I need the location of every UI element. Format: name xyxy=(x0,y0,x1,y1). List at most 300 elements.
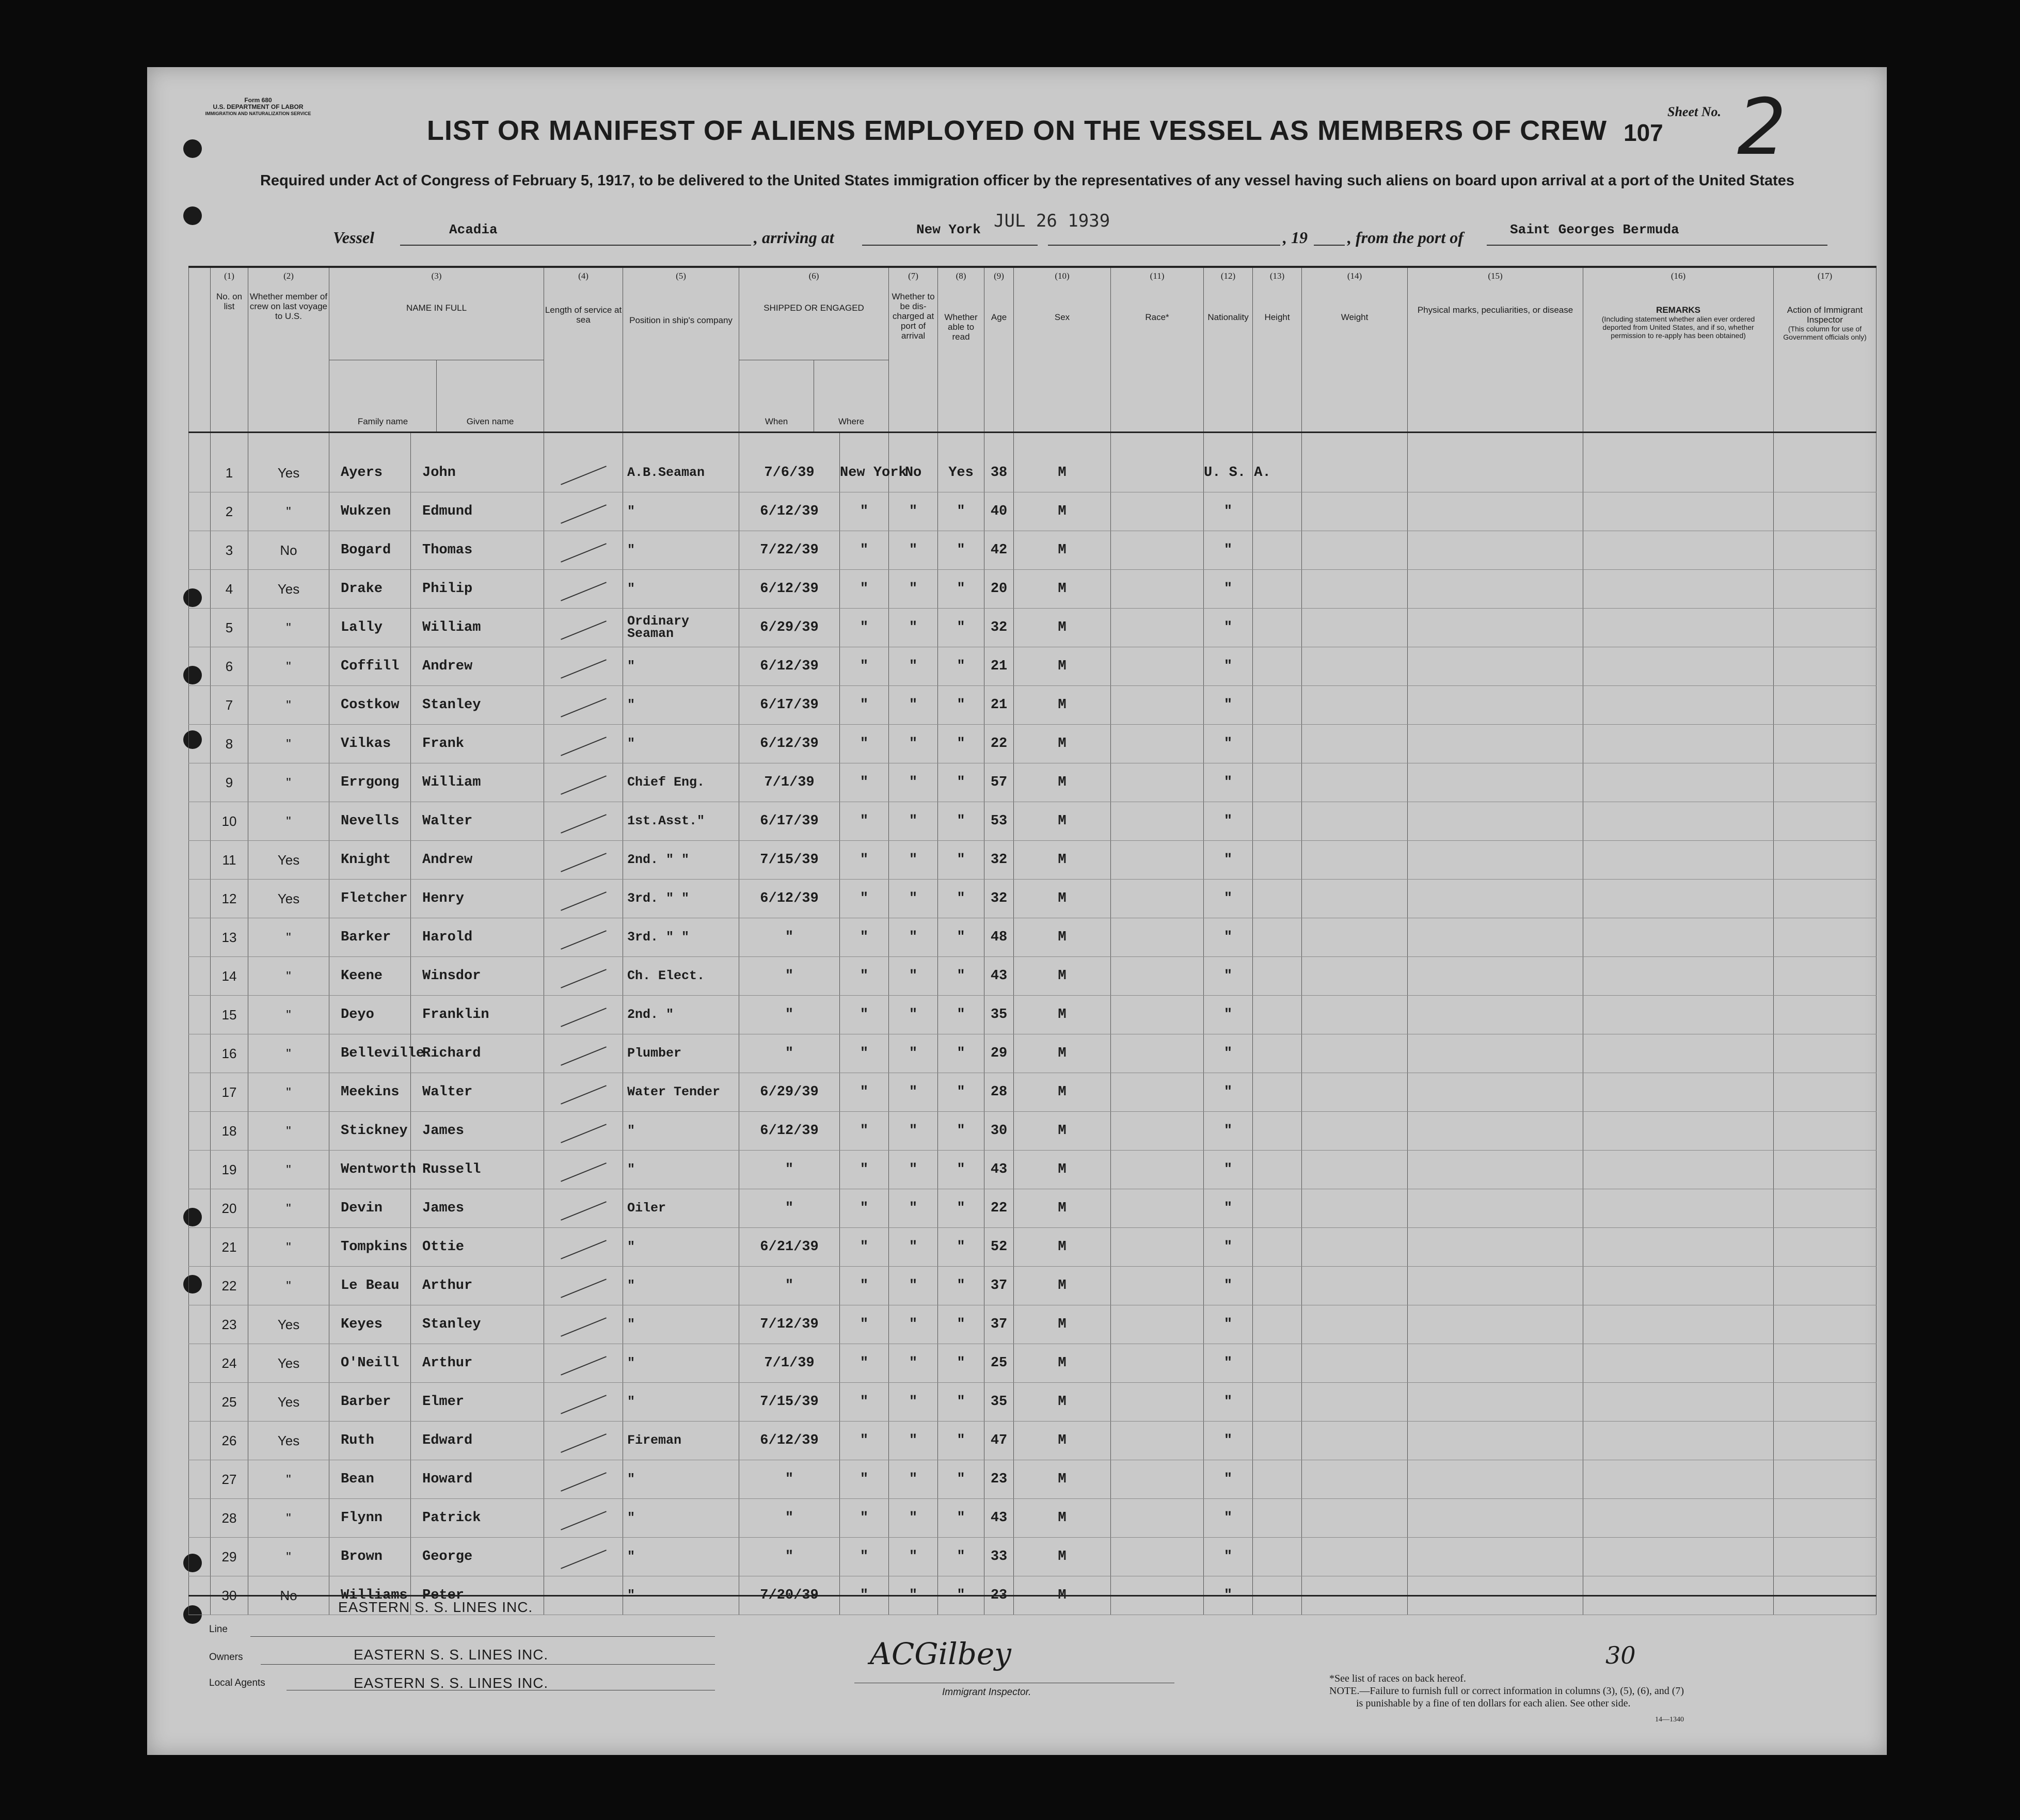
sex: M xyxy=(1014,570,1111,609)
family-name: Costkow xyxy=(329,686,411,725)
row-number: 14 xyxy=(211,957,248,996)
age: 35 xyxy=(984,1383,1014,1422)
family-name: Williams xyxy=(329,1576,411,1615)
age: 32 xyxy=(984,609,1014,647)
length-service-mark xyxy=(544,570,623,609)
col-num: (16) xyxy=(1583,267,1774,284)
inspector-action xyxy=(1774,763,1876,802)
physical-marks xyxy=(1408,647,1583,686)
engaged-where: " xyxy=(840,996,889,1034)
header-read: Whether able to read xyxy=(938,284,984,433)
weight xyxy=(1302,1151,1408,1189)
race xyxy=(1111,647,1204,686)
age: 57 xyxy=(984,763,1014,802)
to-be-discharged: " xyxy=(889,763,938,802)
inspector-action xyxy=(1774,1267,1876,1305)
engaged-where: " xyxy=(840,1383,889,1422)
age: 35 xyxy=(984,996,1014,1034)
inspector-action xyxy=(1774,802,1876,841)
length-service-mark xyxy=(544,725,623,763)
engaged-where: " xyxy=(840,802,889,841)
when-header: When xyxy=(765,417,788,426)
remarks xyxy=(1583,433,1774,492)
to-be-discharged: " xyxy=(889,492,938,531)
given-name: Andrew xyxy=(411,841,544,880)
physical-marks xyxy=(1408,918,1583,957)
physical-marks xyxy=(1408,686,1583,725)
able-to-read: " xyxy=(938,1034,984,1073)
able-to-read: " xyxy=(938,1112,984,1151)
remarks xyxy=(1583,570,1774,609)
row-number: 16 xyxy=(211,1034,248,1073)
physical-marks xyxy=(1408,1499,1583,1538)
inspector-action xyxy=(1774,918,1876,957)
department: U.S. DEPARTMENT OF LABOR xyxy=(213,103,304,110)
action-title: Action of Immigrant Inspector xyxy=(1787,305,1863,325)
family-name: Nevells xyxy=(329,802,411,841)
inspector-action xyxy=(1774,1228,1876,1267)
age: 25 xyxy=(984,1344,1014,1383)
engaged-when: " xyxy=(739,957,840,996)
to-be-discharged: " xyxy=(889,1151,938,1189)
check-mark xyxy=(561,1008,607,1027)
weight xyxy=(1302,1538,1408,1576)
table-row xyxy=(189,880,1876,918)
height xyxy=(1253,841,1302,880)
weight xyxy=(1302,957,1408,996)
engaged-when: 6/17/39 xyxy=(739,686,840,725)
family-name: Brown xyxy=(329,1538,411,1576)
vessel-underline xyxy=(400,245,751,246)
remarks xyxy=(1583,957,1774,996)
nationality: " xyxy=(1204,1189,1253,1228)
physical-marks xyxy=(1408,802,1583,841)
height xyxy=(1253,1151,1302,1189)
family-name: O'Neill xyxy=(329,1344,411,1383)
race xyxy=(1111,1460,1204,1499)
engaged-where: " xyxy=(840,1499,889,1538)
check-mark xyxy=(561,466,607,485)
engaged-when: " xyxy=(739,996,840,1034)
engaged-when: 6/12/39 xyxy=(739,1112,840,1151)
nationality: " xyxy=(1204,880,1253,918)
position: Chief Eng. xyxy=(623,763,739,802)
position: " xyxy=(623,647,739,686)
inspector-action xyxy=(1774,1538,1876,1576)
engaged-when: 6/12/39 xyxy=(739,725,840,763)
length-service-mark xyxy=(544,1383,623,1422)
to-be-discharged: " xyxy=(889,1034,938,1073)
family-name: Le Beau xyxy=(329,1267,411,1305)
physical-marks xyxy=(1408,1267,1583,1305)
family-name: Wukzen xyxy=(329,492,411,531)
weight xyxy=(1302,996,1408,1034)
able-to-read: " xyxy=(938,1073,984,1112)
position: 3rd. " " xyxy=(623,918,739,957)
age: 43 xyxy=(984,1499,1014,1538)
check-mark xyxy=(561,582,607,601)
position: " xyxy=(623,686,739,725)
family-name: Knight xyxy=(329,841,411,880)
length-service-mark xyxy=(544,763,623,802)
age: 22 xyxy=(984,725,1014,763)
given-name: William xyxy=(411,763,544,802)
height xyxy=(1253,1422,1302,1460)
table-row xyxy=(189,1034,1876,1073)
table-row xyxy=(189,1189,1876,1228)
title-number: 107 xyxy=(1624,119,1663,146)
given-name: Arthur xyxy=(411,1267,544,1305)
to-be-discharged: " xyxy=(889,996,938,1034)
physical-marks xyxy=(1408,1538,1583,1576)
inspector-action xyxy=(1774,1073,1876,1112)
to-be-discharged: " xyxy=(889,880,938,918)
position: Ordinary Seaman xyxy=(623,609,739,647)
col-num: (11) xyxy=(1111,267,1204,284)
header-age: Age xyxy=(984,284,1014,433)
position: Ch. Elect. xyxy=(623,957,739,996)
length-service-mark xyxy=(544,1305,623,1344)
height xyxy=(1253,996,1302,1034)
col-num: (13) xyxy=(1253,267,1302,284)
previous-voyage: Yes xyxy=(248,433,329,492)
length-service-mark xyxy=(544,802,623,841)
position: " xyxy=(623,1538,739,1576)
previous-voyage: " xyxy=(248,1538,329,1576)
able-to-read: " xyxy=(938,957,984,996)
race xyxy=(1111,763,1204,802)
length-service-mark xyxy=(544,1112,623,1151)
sex: M xyxy=(1014,609,1111,647)
nationality: " xyxy=(1204,609,1253,647)
col-num: (17) xyxy=(1774,267,1876,284)
check-mark xyxy=(561,1550,607,1569)
engaged-when: " xyxy=(739,918,840,957)
age: 33 xyxy=(984,1538,1014,1576)
to-be-discharged: " xyxy=(889,1460,938,1499)
to-be-discharged: " xyxy=(889,1499,938,1538)
given-name-header: Given name xyxy=(436,360,544,432)
family-name: Deyo xyxy=(329,996,411,1034)
row-number: 26 xyxy=(211,1422,248,1460)
weight xyxy=(1302,1383,1408,1422)
sex: M xyxy=(1014,880,1111,918)
check-mark xyxy=(561,1472,607,1491)
given-name: Walter xyxy=(411,802,544,841)
nationality: " xyxy=(1204,1267,1253,1305)
family-name: Lally xyxy=(329,609,411,647)
able-to-read: " xyxy=(938,531,984,570)
given-name: Russell xyxy=(411,1151,544,1189)
engaged-where: " xyxy=(840,492,889,531)
inspector-action xyxy=(1774,725,1876,763)
inspector-signature: ACGilbey xyxy=(870,1636,1011,1671)
inspector-action xyxy=(1774,996,1876,1034)
family-name: Barber xyxy=(329,1383,411,1422)
physical-marks xyxy=(1408,1344,1583,1383)
age: 22 xyxy=(984,1189,1014,1228)
sex: M xyxy=(1014,1499,1111,1538)
able-to-read: " xyxy=(938,763,984,802)
check-mark xyxy=(561,969,607,988)
sex: M xyxy=(1014,1228,1111,1267)
height xyxy=(1253,609,1302,647)
to-be-discharged: " xyxy=(889,531,938,570)
weight xyxy=(1302,1422,1408,1460)
nationality: " xyxy=(1204,1460,1253,1499)
engaged-where: " xyxy=(840,609,889,647)
previous-voyage: " xyxy=(248,1267,329,1305)
race xyxy=(1111,996,1204,1034)
height xyxy=(1253,725,1302,763)
sex: M xyxy=(1014,996,1111,1034)
family-name: Vilkas xyxy=(329,725,411,763)
remarks xyxy=(1583,763,1774,802)
family-name: Drake xyxy=(329,570,411,609)
table-row xyxy=(189,1112,1876,1151)
remarks xyxy=(1583,1034,1774,1073)
to-be-discharged: " xyxy=(889,1073,938,1112)
weight xyxy=(1302,433,1408,492)
remarks xyxy=(1583,1073,1774,1112)
sex: M xyxy=(1014,1034,1111,1073)
check-mark xyxy=(561,1201,607,1220)
nationality: " xyxy=(1204,531,1253,570)
sex: M xyxy=(1014,1383,1111,1422)
position: " xyxy=(623,531,739,570)
given-name: Elmer xyxy=(411,1383,544,1422)
engaged-where: " xyxy=(840,1228,889,1267)
sex: M xyxy=(1014,647,1111,686)
inspector-action xyxy=(1774,1189,1876,1228)
check-mark xyxy=(561,1085,607,1104)
shipped-engaged: SHIPPED OR ENGAGED xyxy=(739,284,888,360)
table-row xyxy=(189,725,1876,763)
line-stamp: EASTERN S. S. LINES INC. xyxy=(338,1599,533,1615)
engaged-where: " xyxy=(840,957,889,996)
table-row xyxy=(189,996,1876,1034)
row-number: 30 xyxy=(211,1576,248,1615)
sex: M xyxy=(1014,1344,1111,1383)
inspector-action xyxy=(1774,433,1876,492)
position: " xyxy=(623,492,739,531)
able-to-read: " xyxy=(938,1576,984,1615)
height xyxy=(1253,1228,1302,1267)
arriving-label: , arriving at xyxy=(754,228,834,247)
date-underline xyxy=(1048,245,1280,246)
from-port: Saint Georges Bermuda xyxy=(1510,222,1679,237)
engaged-when: " xyxy=(739,1189,840,1228)
physical-marks xyxy=(1408,1034,1583,1073)
able-to-read: " xyxy=(938,802,984,841)
able-to-read: " xyxy=(938,1344,984,1383)
age: 37 xyxy=(984,1267,1014,1305)
nationality: " xyxy=(1204,1151,1253,1189)
inspector-label: Immigrant Inspector. xyxy=(942,1687,1031,1698)
previous-voyage: " xyxy=(248,802,329,841)
row-number: 1 xyxy=(211,433,248,492)
weight xyxy=(1302,1305,1408,1344)
column-headers xyxy=(189,284,1876,433)
able-to-read: " xyxy=(938,1228,984,1267)
remarks xyxy=(1583,1499,1774,1538)
age: 21 xyxy=(984,647,1014,686)
weight xyxy=(1302,531,1408,570)
col-num: (4) xyxy=(544,267,623,284)
col-num: (9) xyxy=(984,267,1014,284)
given-name: Patrick xyxy=(411,1499,544,1538)
sex: M xyxy=(1014,1422,1111,1460)
engaged-when: 6/29/39 xyxy=(739,1073,840,1112)
weight xyxy=(1302,763,1408,802)
header-race: Race* xyxy=(1111,284,1204,433)
check-mark xyxy=(561,659,607,678)
engaged-when: " xyxy=(739,1267,840,1305)
owners-label: Owners xyxy=(209,1652,243,1663)
physical-marks xyxy=(1408,957,1583,996)
check-mark xyxy=(561,1511,607,1530)
previous-voyage: No xyxy=(248,1576,329,1615)
engaged-where: " xyxy=(840,1576,889,1615)
age: 43 xyxy=(984,957,1014,996)
form-number: Form 680 xyxy=(244,97,272,104)
nationality: " xyxy=(1204,918,1253,957)
remarks xyxy=(1583,1383,1774,1422)
able-to-read: " xyxy=(938,996,984,1034)
age: 38 xyxy=(984,433,1014,492)
header-length: Length of service at sea xyxy=(544,284,623,433)
sex: M xyxy=(1014,433,1111,492)
row-number: 6 xyxy=(211,647,248,686)
age: 32 xyxy=(984,841,1014,880)
position: 3rd. " " xyxy=(623,880,739,918)
remarks xyxy=(1583,996,1774,1034)
manifest-sheet xyxy=(147,67,1887,1755)
sex: M xyxy=(1014,1460,1111,1499)
col-num: (3) xyxy=(329,267,544,284)
race xyxy=(1111,531,1204,570)
given-name: Edmund xyxy=(411,492,544,531)
to-be-discharged: " xyxy=(889,957,938,996)
sex: M xyxy=(1014,1305,1111,1344)
given-name: Harold xyxy=(411,918,544,957)
nationality: " xyxy=(1204,570,1253,609)
sex: M xyxy=(1014,763,1111,802)
length-service-mark xyxy=(544,1151,623,1189)
weight xyxy=(1302,609,1408,647)
weight xyxy=(1302,802,1408,841)
remarks xyxy=(1583,531,1774,570)
check-mark xyxy=(561,1395,607,1414)
nationality: " xyxy=(1204,841,1253,880)
height xyxy=(1253,1267,1302,1305)
engaged-when: " xyxy=(739,1538,840,1576)
previous-voyage: Yes xyxy=(248,1305,329,1344)
nationality: " xyxy=(1204,1344,1253,1383)
race xyxy=(1111,492,1204,531)
height xyxy=(1253,802,1302,841)
age: 29 xyxy=(984,1034,1014,1073)
able-to-read: " xyxy=(938,918,984,957)
previous-voyage: " xyxy=(248,1460,329,1499)
physical-marks xyxy=(1408,609,1583,647)
inspector-action xyxy=(1774,609,1876,647)
position: " xyxy=(623,1267,739,1305)
check-mark xyxy=(561,1240,607,1259)
inspector-action xyxy=(1774,880,1876,918)
to-be-discharged: " xyxy=(889,1538,938,1576)
position: " xyxy=(623,1383,739,1422)
col-num: (15) xyxy=(1408,267,1583,284)
table-row xyxy=(189,1267,1876,1305)
arriving-underline xyxy=(862,245,1038,246)
physical-marks xyxy=(1408,1073,1583,1112)
inspector-action xyxy=(1774,1034,1876,1073)
previous-voyage: " xyxy=(248,609,329,647)
to-be-discharged: " xyxy=(889,802,938,841)
race xyxy=(1111,1305,1204,1344)
previous-voyage: " xyxy=(248,918,329,957)
engaged-where: " xyxy=(840,763,889,802)
arrival-date-stamp: JUL 26 1939 xyxy=(994,211,1110,231)
nationality: " xyxy=(1204,1383,1253,1422)
family-name: Stickney xyxy=(329,1112,411,1151)
race xyxy=(1111,1189,1204,1228)
row-number: 2 xyxy=(211,492,248,531)
position: " xyxy=(623,1344,739,1383)
length-service-mark xyxy=(544,996,623,1034)
col-num: (8) xyxy=(938,267,984,284)
engaged-when: 6/12/39 xyxy=(739,492,840,531)
able-to-read: Yes xyxy=(938,433,984,492)
physical-marks xyxy=(1408,725,1583,763)
able-to-read: " xyxy=(938,725,984,763)
engaged-when: 7/20/39 xyxy=(739,1576,840,1615)
family-name: Barker xyxy=(329,918,411,957)
row-number: 15 xyxy=(211,996,248,1034)
to-be-discharged: " xyxy=(889,1344,938,1383)
length-service-mark xyxy=(544,1034,623,1073)
row-number: 3 xyxy=(211,531,248,570)
engaged-where: " xyxy=(840,531,889,570)
physical-marks xyxy=(1408,570,1583,609)
sex: M xyxy=(1014,841,1111,880)
race xyxy=(1111,1383,1204,1422)
position: Fireman xyxy=(623,1422,739,1460)
nationality: " xyxy=(1204,492,1253,531)
length-service-mark xyxy=(544,1228,623,1267)
row-number: 27 xyxy=(211,1460,248,1499)
table-row xyxy=(189,609,1876,647)
owners-stamp: EASTERN S. S. LINES INC. xyxy=(354,1647,549,1663)
row-number: 11 xyxy=(211,841,248,880)
able-to-read: " xyxy=(938,609,984,647)
given-name: James xyxy=(411,1112,544,1151)
inspector-action xyxy=(1774,1499,1876,1538)
able-to-read: " xyxy=(938,1383,984,1422)
given-name: Peter xyxy=(411,1576,544,1615)
position: 1st.Asst." xyxy=(623,802,739,841)
remarks xyxy=(1583,686,1774,725)
physical-marks xyxy=(1408,1383,1583,1422)
check-mark xyxy=(561,504,607,523)
page-title: LIST OR MANIFEST OF ALIENS EMPLOYED ON THE VESSEL AS MEMBERS OF CREW xyxy=(426,115,1608,146)
check-mark xyxy=(561,930,607,949)
remarks xyxy=(1583,918,1774,957)
length-service-mark xyxy=(544,1189,623,1228)
length-service-mark xyxy=(544,531,623,570)
age: 42 xyxy=(984,531,1014,570)
